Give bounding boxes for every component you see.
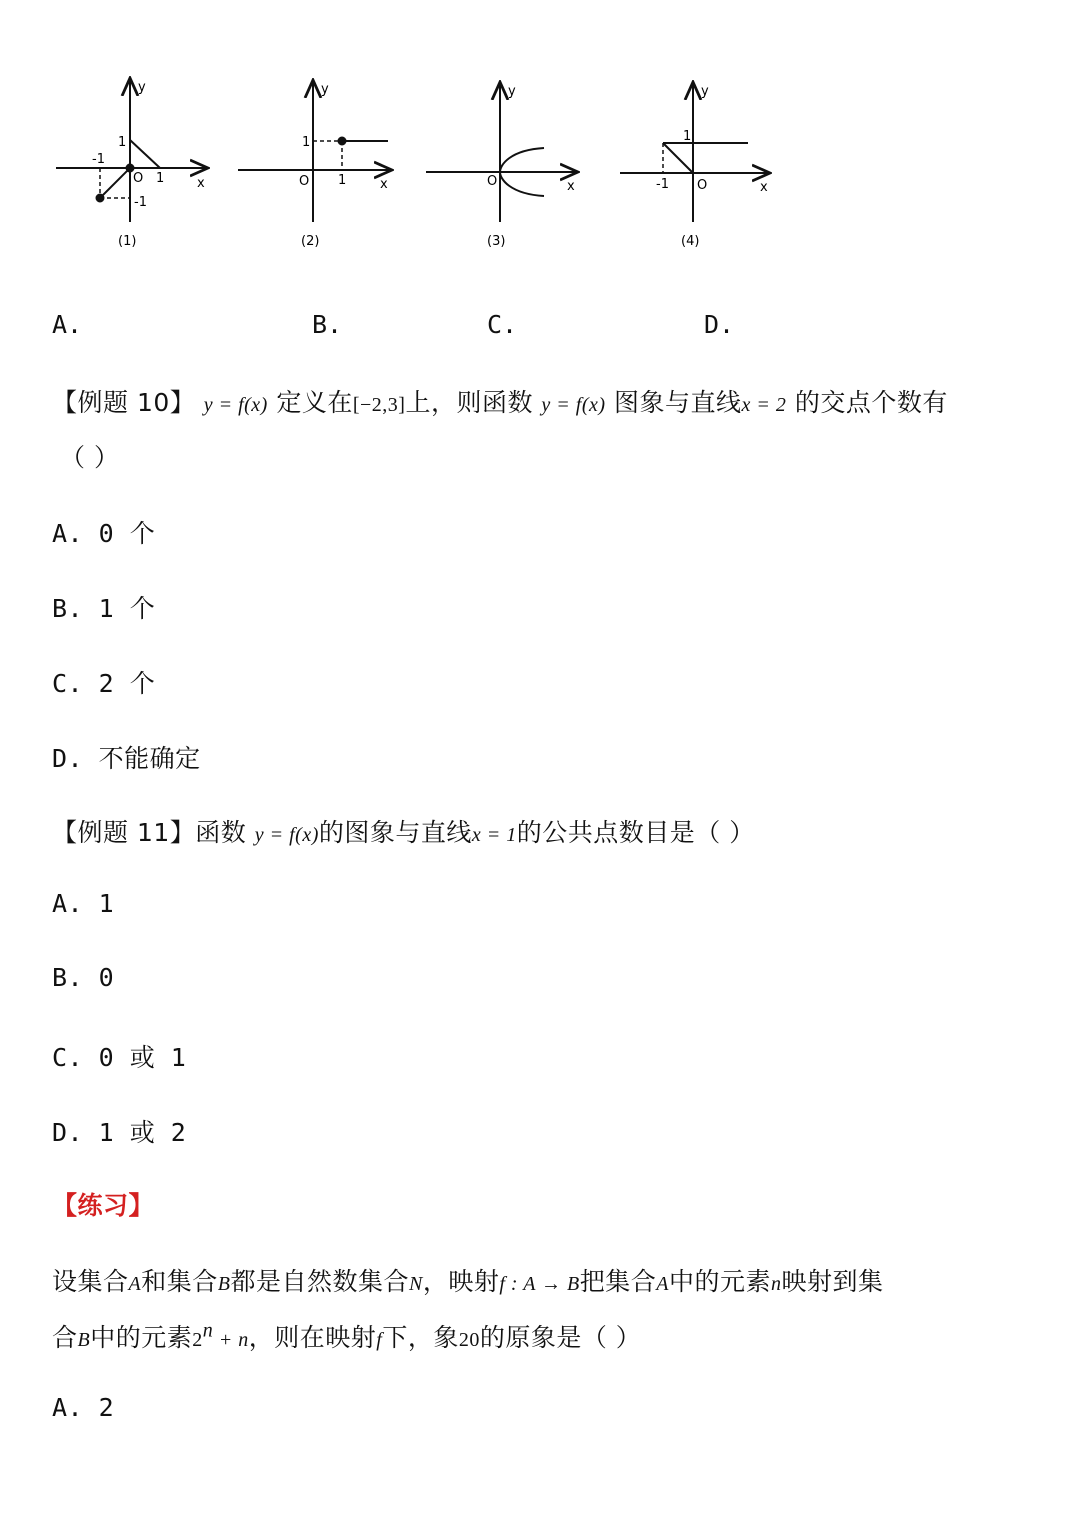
p-l2-math-2sup: n [202,1319,214,1342]
p-l1-math-3: N [408,1273,423,1295]
graph-figures-svg [0,0,1080,270]
fig4-caption: (4) [681,234,700,249]
fig1-neg1-y-label: -1 [134,195,147,210]
fig3-x-label: x [567,179,575,194]
fig3-caption: (3) [487,234,506,249]
fig4-y-label: y [701,84,709,99]
prev-option-b[interactable]: B. [312,310,343,339]
p-l2-text-3: ，则在映射 [248,1323,377,1352]
fig2-one-x-label: 1 [338,173,347,188]
figure-1 [56,78,208,222]
q11-text-1: 函数 [195,818,247,847]
q10-math-4: x = 2 [741,394,787,416]
prev-option-d[interactable]: D. [704,310,735,339]
figure-3 [426,82,578,222]
fig1-x-label: x [197,176,205,191]
fig1-caption: (1) [118,234,137,249]
practice-stem-line-2 [52,1318,641,1354]
q10-stem [52,383,948,419]
prev-option-a[interactable]: A. [52,310,83,339]
fig1-y-label: y [138,80,146,95]
q10-option-c[interactable]: C. 2 个 [52,669,156,698]
p-l1-text-7: 映射到集 [781,1267,884,1296]
q10-option-d[interactable]: D. 不能确定 [52,744,201,773]
fig2-caption: (2) [301,234,320,249]
q10-text-1: 定义在 [276,388,353,417]
q10-text-3: 图象与直线 [614,388,742,417]
fig1-one-x-label: 1 [156,171,165,186]
fig3-origin-label: O [487,174,498,189]
q10-option-a[interactable]: A. 0 个 [52,519,156,548]
q10-answer-paren: （ ） [60,443,120,472]
prev-option-c[interactable]: C. [487,310,518,339]
p-l1-text-2: 和集合 [141,1267,218,1296]
fig4-x-label: x [760,180,768,195]
p-l2-math-1: B [77,1329,91,1351]
practice-heading: 【练习】 [52,1191,155,1220]
p-l2-text-4: 下，象 [382,1323,459,1352]
p-l1-text-4: ，映射 [422,1267,500,1296]
q11-text-2: 的图象与直线 [318,818,472,847]
q11-option-d[interactable]: D. 1 或 2 [52,1118,187,1147]
q11-option-c[interactable]: C. 0 或 1 [52,1043,187,1072]
fig1-origin-label: O [133,171,144,186]
q10-option-b[interactable]: B. 1 个 [52,594,156,623]
q10-text-2: 上，则函数 [405,388,533,417]
p-l1-math-5: A [656,1273,670,1295]
fig1-one-y-label: 1 [118,135,127,150]
p-l1-text-6: 中的元素 [669,1267,772,1296]
figure-4 [620,82,770,222]
p-l1-math-6: n [771,1273,782,1295]
p-l2-text-2: 中的元素 [90,1323,193,1352]
q11-option-a[interactable]: A. 1 [52,889,115,918]
fig2-x-label: x [380,177,388,192]
q10-math-1: y = f(x) [203,394,268,416]
practice-stem-line-1 [52,1262,884,1298]
p-l1-text-3: 都是自然数集合 [230,1267,409,1296]
q11-math-2: x = 1 [471,824,517,846]
p-l1-math-2: B [217,1273,231,1295]
q10-math-2: [−2,3] [352,394,406,416]
p-l1-math-4: f : A → B [499,1273,580,1295]
fig4-origin-label: O [697,178,708,193]
fig1-neg1-x-label: -1 [92,152,105,167]
p-l2-math-2a: 2 [192,1329,203,1351]
figure-2 [238,80,392,222]
q11-stem [52,813,755,849]
p-l2-text-5: 的原象是（ ） [479,1323,642,1352]
p-l2-math-3: f [376,1329,383,1351]
q10-tag: 【例题 10】 [52,388,196,417]
fig3-y-label: y [508,84,516,99]
fig4-one-y-label: 1 [683,129,692,144]
p-l2-math-4: 20 [458,1329,480,1351]
p-l2-text-1: 合 [52,1323,78,1352]
q11-tag: 【例题 11】 [52,818,196,847]
q11-math-1: y = f(x) [254,824,319,846]
p-l1-math-1: A [128,1273,142,1295]
p-l1-text-1: 设集合 [52,1267,129,1296]
q11-text-3: 的公共点数目是（ ） [516,818,755,847]
fig4-neg1-x-label: -1 [656,177,669,192]
fig2-one-y-label: 1 [302,135,311,150]
q10-text-4: 的交点个数有 [794,388,948,417]
p-l2-math-2b: + n [213,1329,249,1351]
q11-option-b[interactable]: B. 0 [52,963,115,992]
practice-option-a[interactable]: A. 2 [52,1393,115,1422]
fig2-y-label: y [321,82,329,97]
graph-figures [0,0,1080,270]
q10-math-3: y = f(x) [541,394,606,416]
p-l1-text-5: 把集合 [579,1267,657,1296]
fig2-origin-label: O [299,174,310,189]
